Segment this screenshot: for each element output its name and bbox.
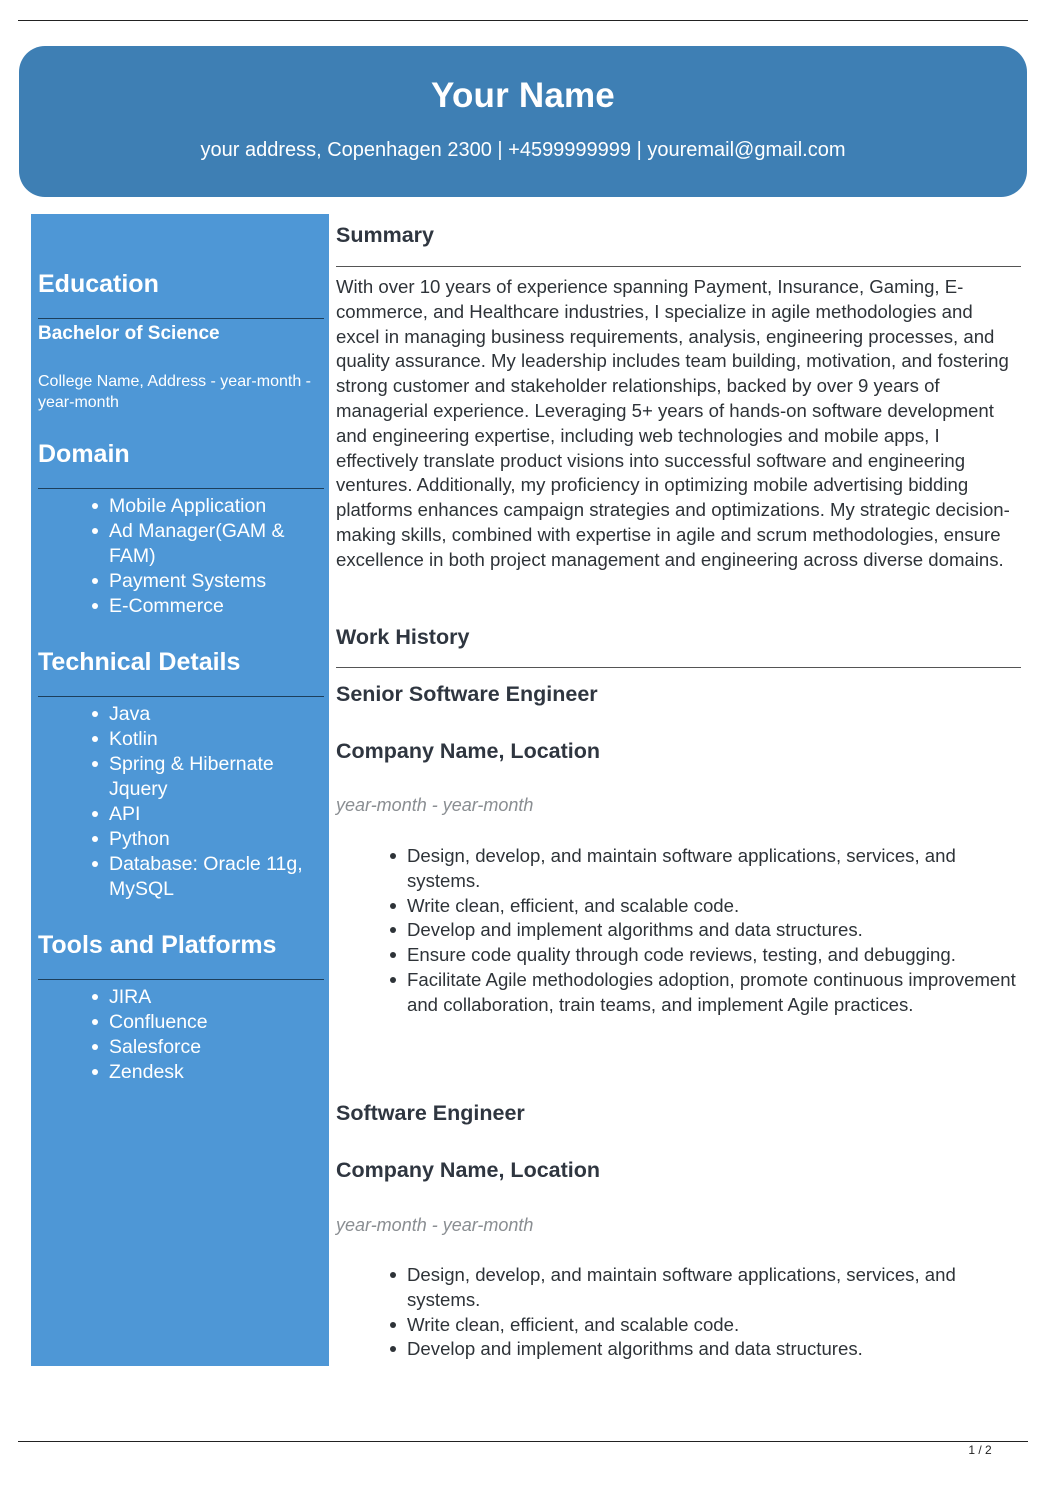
summary-divider	[336, 266, 1021, 267]
domain-heading: Domain	[38, 440, 130, 468]
top-divider	[18, 20, 1028, 21]
tools-heading: Tools and Platforms	[38, 931, 277, 959]
job-company: Company Name, Location	[336, 1158, 601, 1182]
list-item: Python	[91, 827, 324, 852]
degree: Bachelor of Science	[38, 323, 220, 344]
bottom-divider	[18, 1441, 1028, 1442]
candidate-name: Your Name	[431, 76, 615, 115]
education-details: College Name, Address - year-month - year-month	[38, 373, 311, 411]
list-item: JIRA	[91, 985, 324, 1010]
technical-divider	[38, 696, 324, 697]
work-history-divider	[336, 667, 1021, 668]
tools-section	[38, 928, 324, 1085]
education-section	[38, 267, 324, 413]
list-item: Payment Systems	[91, 569, 324, 594]
work-history-heading	[336, 625, 1021, 650]
job-title: Software Engineer	[336, 1101, 525, 1125]
education-divider	[38, 318, 324, 319]
domain-section	[38, 437, 324, 619]
list-item: Write clean, efficient, and scalable code.	[389, 894, 1021, 919]
list-item: Zendesk	[91, 1060, 324, 1085]
job-dates: year-month - year-month	[336, 795, 534, 815]
sidebar	[31, 214, 329, 1366]
header-banner	[19, 46, 1027, 197]
list-item: Ensure code quality through code reviews, testing, and debugging.	[389, 943, 1021, 968]
list-item: Ad Manager(GAM & FAM)	[91, 519, 324, 569]
list-item: Java	[91, 702, 324, 727]
job-company: Company Name, Location	[336, 739, 601, 763]
technical-section	[38, 645, 324, 902]
domain-divider	[38, 488, 324, 489]
job-bullets	[336, 1263, 1021, 1362]
tools-divider	[38, 979, 324, 980]
list-item: Design, develop, and maintain software applications, services, and systems.	[389, 844, 1021, 894]
list-item: Confluence	[91, 1010, 324, 1035]
job-title: Senior Software Engineer	[336, 682, 598, 706]
list-item: Salesforce	[91, 1035, 324, 1060]
job-dates: year-month - year-month	[336, 1215, 534, 1235]
list-item: Kotlin	[91, 727, 324, 752]
list-item: E-Commerce	[91, 594, 324, 619]
page-number: 1 / 2	[968, 1443, 992, 1457]
list-item: Database: Oracle 11g, MySQL	[91, 852, 324, 902]
summary-heading-text: Summary	[336, 223, 434, 247]
contact-line: your address, Copenhagen 2300 | +4599999999 | youremail@gmail.com	[200, 139, 846, 161]
technical-list	[38, 702, 324, 902]
summary-heading	[336, 223, 1021, 248]
list-item: Spring & Hibernate Jquery	[91, 752, 324, 802]
education-heading: Education	[38, 270, 159, 298]
tools-list	[38, 985, 324, 1085]
domain-list	[38, 494, 324, 619]
list-item: Facilitate Agile methodologies adoption, promote continuous improvement and collaboration, train teams, and implement Agile practices.	[389, 968, 1021, 1018]
list-item: Mobile Application	[91, 494, 324, 519]
work-history-heading-text: Work History	[336, 625, 470, 649]
job-bullets	[336, 844, 1021, 1018]
summary-text: With over 10 years of experience spanning Payment, Insurance, Gaming, E-commerce, and Healthcare industries, I specialize in agile methodologies and excel in managing business requirements, analysis, engineering processes, and quality assurance. My leadership includes team building, motivation, and fostering strong customer and stakeholder relationships, backed by over 9 years of managerial experience. Leveraging 5+ years of hands-on software development and engineering expertise, including web technologies and mobile apps, I effectively translate product visions into successful software and engineering ventures. Additionally, my proficiency in optimizing mobile advertising bidding platforms enhances campaign strategies and optimizations. My strategic decision-making skills, combined with expertise in agile and scrum methodologies, ensure excellence in both project management and engineering across diverse domains.	[336, 276, 1010, 570]
list-item: API	[91, 802, 324, 827]
technical-heading: Technical Details	[38, 648, 241, 676]
list-item: Design, develop, and maintain software applications, services, and systems.	[389, 1263, 1021, 1313]
list-item: Write clean, efficient, and scalable code.	[389, 1313, 1021, 1338]
list-item: Develop and implement algorithms and data structures.	[389, 1337, 1021, 1362]
list-item: Develop and implement algorithms and data structures.	[389, 918, 1021, 943]
